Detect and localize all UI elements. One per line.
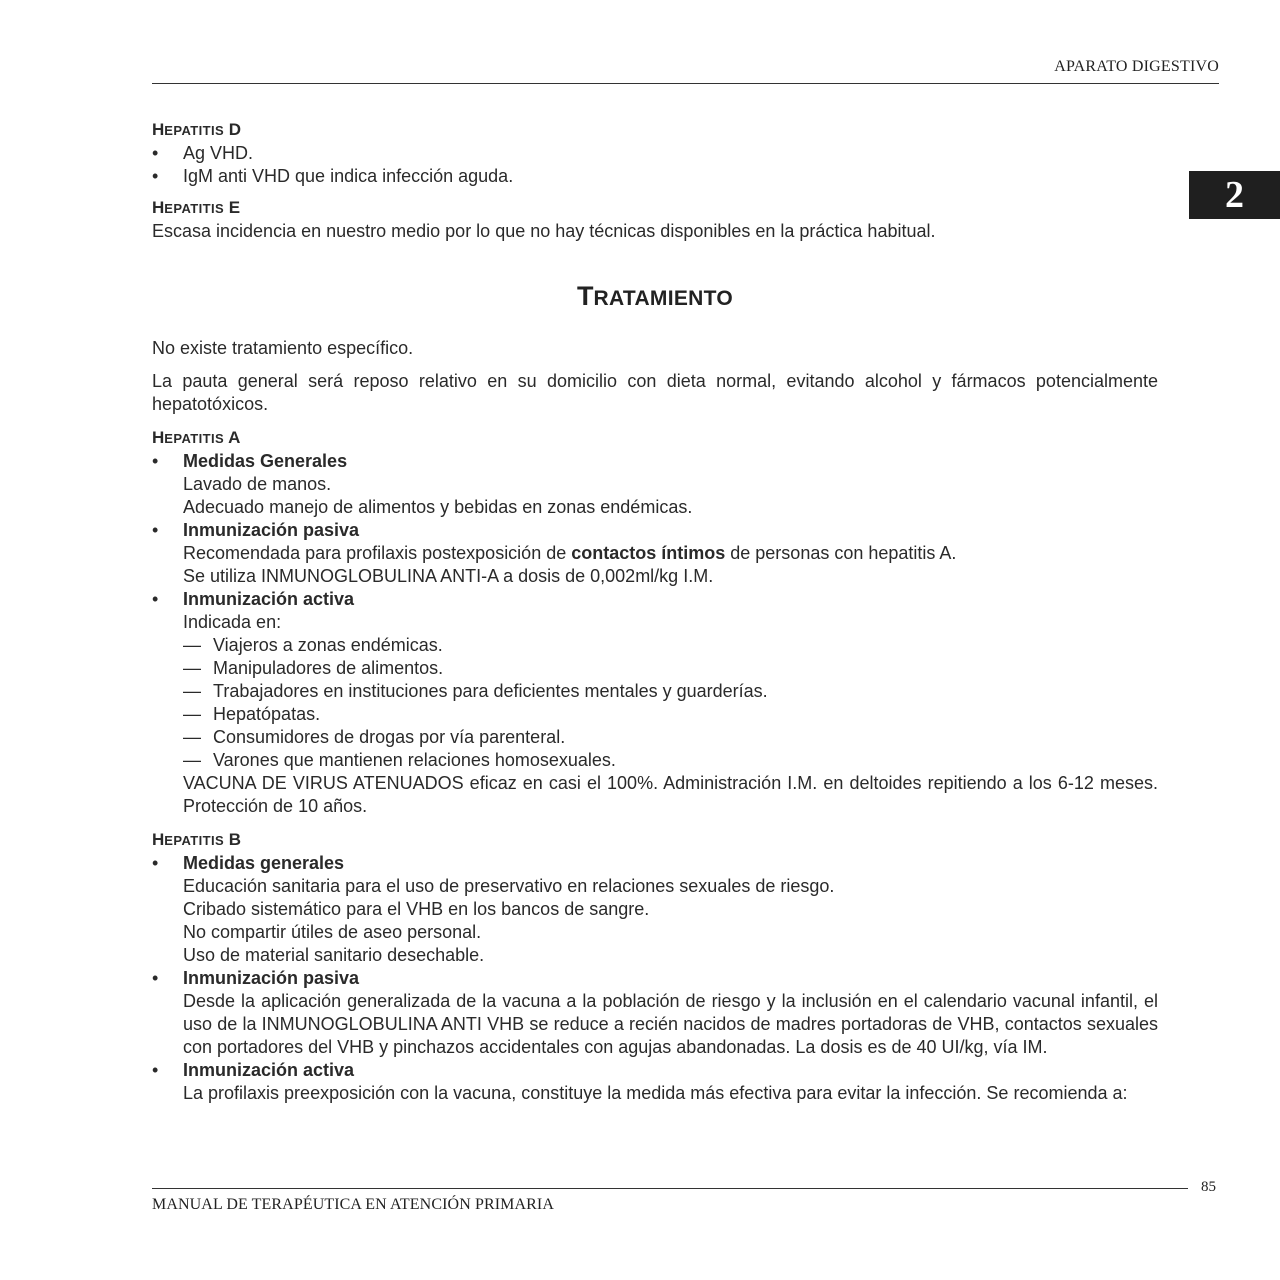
indented-line: Cribado sistemático para el VHB en los bancos de sangre. [183, 899, 650, 919]
indented-paragraph: La profilaxis preexposición con la vacuna, constituye la medida más efectiva para evitar la infección. Se recomienda a: [183, 1083, 1128, 1103]
running-header: APARATO DIGESTIVO [1054, 58, 1219, 75]
hepatitis-e-text: Escasa incidencia en nuestro medio por lo que no hay técnicas disponibles en la práctica habitual. [152, 221, 936, 241]
list-item: • Ag VHD. [152, 143, 254, 163]
indented-line: Recomendada para profilaxis postexposición de contactos íntimos de personas con hepatitis A. [183, 543, 957, 563]
bullet-heading: • Medidas Generales [152, 451, 348, 471]
indented-line: Uso de material sanitario desechable. [183, 945, 485, 965]
dash-item: — Manipuladores de alimentos. [183, 658, 444, 678]
page-number: 85 [1201, 1179, 1216, 1195]
header-rule [152, 83, 1219, 84]
dash-item: — Viajeros a zonas endémicas. [183, 635, 443, 655]
indented-line: Se utiliza INMUNOGLOBULINA ANTI-A a dosis de 0,002ml/kg I.M. [183, 566, 714, 586]
list-item: • IgM anti VHD que indica infección aguda. [152, 166, 514, 186]
bullet-heading: • Inmunización activa [152, 589, 355, 609]
indented-paragraph: VACUNA DE VIRUS ATENUADOS eficaz en casi el 100%. Administración I.M. en deltoides repitiendo a los 6-12 meses. Protección de 10 años. [183, 773, 1158, 816]
bullet-heading: • Inmunización activa [152, 1060, 355, 1080]
dash-item: — Consumidores de drogas por vía parenteral. [183, 727, 566, 747]
hepatitis-a-heading: HEPATITIS A [152, 428, 241, 447]
bullet-heading: • Medidas generales [152, 853, 345, 873]
indented-line: Lavado de manos. [183, 474, 332, 494]
dash-item: — Trabajadores en instituciones para deficientes mentales y guarderías. [183, 681, 768, 701]
hepatitis-d-heading: HEPATITIS D [152, 120, 242, 139]
indented-paragraph: Desde la aplicación generalizada de la vacuna a la población de riesgo y la inclusión en el calendario vacunal infantil, el uso de la INMUNOGLOBULINA ANTI VHB se reduce a recién nacidos de madres portadoras de VHB, contactos sexuales con portadores del VHB y pinchazos accidentales con agujas abandonadas. La dosis es de 40 UI/kg, vía IM. [183, 991, 1158, 1057]
footer-rule [152, 1188, 1188, 1189]
page-content [152, 118, 1158, 1105]
indented-line: Indicada en: [183, 612, 282, 632]
indented-line: Adecuado manejo de alimentos y bebidas en zonas endémicas. [183, 497, 693, 517]
dash-item: — Hepatópatas. [183, 704, 321, 724]
dash-item: — Varones que mantienen relaciones homosexuales. [183, 750, 616, 770]
running-footer: MANUAL DE TERAPÉUTICA EN ATENCIÓN PRIMARIA [152, 1196, 554, 1213]
paragraph: No existe tratamiento específico. [152, 338, 414, 358]
bullet-heading: • Inmunización pasiva [152, 520, 360, 540]
bullet-heading: • Inmunización pasiva [152, 968, 360, 988]
indented-line: No compartir útiles de aseo personal. [183, 922, 482, 942]
indented-line: Educación sanitaria para el uso de preservativo en relaciones sexuales de riesgo. [183, 876, 835, 896]
section-title: TRATAMIENTO [577, 281, 733, 311]
paragraph: La pauta general será reposo relativo en su domicilio con dieta normal, evitando alcohol y fármacos potencialmente hepatotóxicos. [152, 371, 1158, 414]
hepatitis-e-heading: HEPATITIS E [152, 198, 241, 217]
chapter-tab: 2 [1189, 171, 1280, 219]
hepatitis-b-heading: HEPATITIS B [152, 830, 242, 849]
